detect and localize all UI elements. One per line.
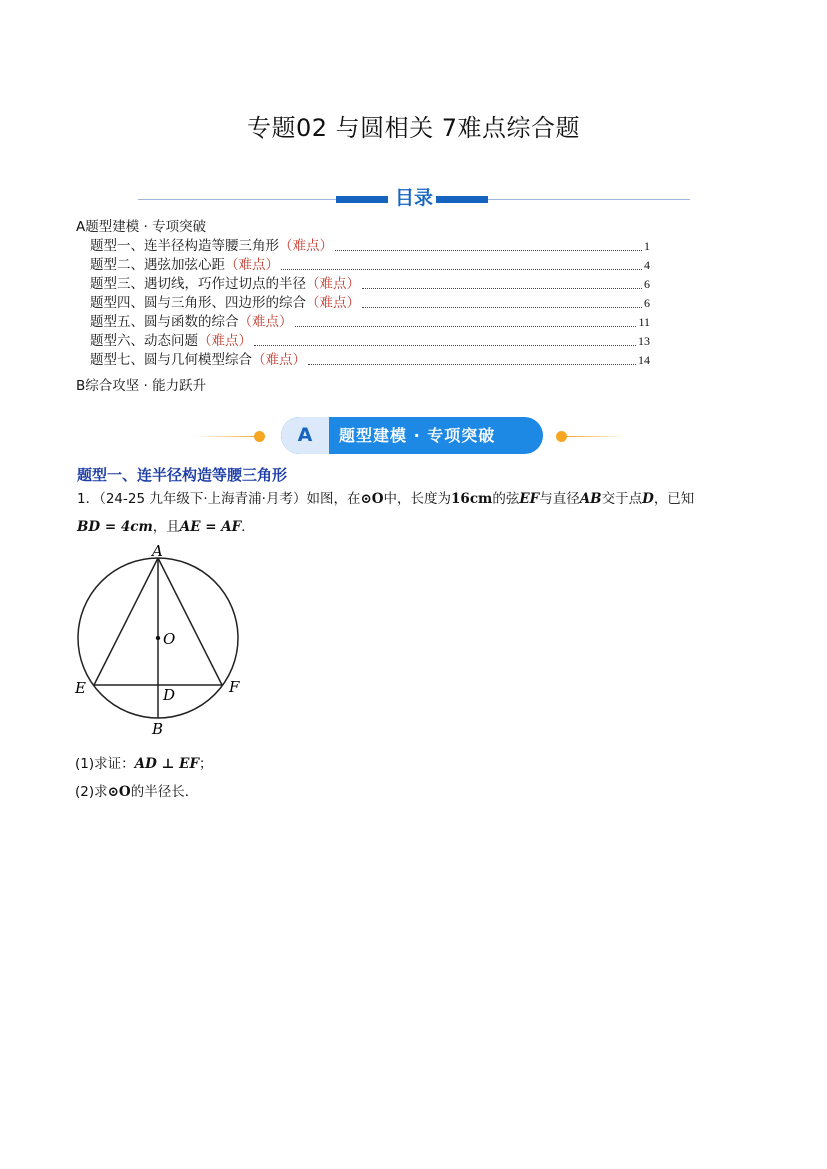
toc-item-label: 题型三、遇切线，巧作过切点的半径	[90, 276, 306, 292]
toc-item-page: 6	[644, 277, 650, 291]
question-text: 如图，在	[306, 491, 361, 507]
toc-bar-left	[336, 196, 388, 203]
toc-item-label: 题型二、遇弦加弦心距	[90, 257, 225, 273]
math-bd: BD = 4cm	[77, 519, 153, 535]
question-text: 的弦	[492, 491, 520, 507]
toc-leader	[362, 306, 642, 308]
toc-item[interactable]	[90, 350, 650, 368]
toc-item[interactable]	[90, 293, 650, 311]
question-line-2	[77, 515, 255, 535]
section-banner	[196, 417, 626, 455]
math-circle-o: ⊙O	[107, 784, 131, 800]
question-text: 中，长度为	[383, 491, 452, 507]
toc-leader	[308, 363, 636, 365]
toc-section-b[interactable]: B综合攻坚 · 能力跃升	[76, 378, 207, 394]
toc-item-page: 4	[644, 258, 650, 272]
question-text: ，已知	[653, 491, 695, 507]
question-line-1	[77, 487, 694, 507]
toc-item[interactable]	[90, 312, 650, 330]
toc-leader	[281, 268, 642, 270]
question-text: ．	[241, 519, 255, 535]
math-point: D	[642, 491, 654, 507]
toc-item-tag: （难点）	[279, 238, 333, 254]
toc-divider-right	[488, 199, 690, 200]
label-e: E	[75, 679, 86, 697]
question-text: 与直径	[539, 491, 580, 507]
toc-item-page: 6	[644, 296, 650, 310]
math-ad-perp-ef: AD ⊥ EF	[134, 756, 200, 772]
toc-item[interactable]	[90, 236, 650, 254]
sub-question-text: 求	[94, 784, 108, 800]
segment-ae	[94, 558, 158, 685]
toc-heading: 目录	[394, 187, 433, 209]
toc-item[interactable]	[90, 255, 650, 273]
banner-title: 题型建模 · 专项突破	[339, 426, 496, 445]
label-d: D	[163, 686, 176, 704]
toc-item-label: 题型六、动态问题	[90, 333, 198, 349]
toc-item-tag: （难点）	[252, 352, 306, 368]
label-o: O	[163, 630, 176, 648]
banner-line-left	[196, 436, 258, 437]
banner-line-right	[566, 436, 626, 437]
label-a: A	[152, 542, 163, 560]
sub-question-end: ；	[199, 756, 213, 772]
toc-item-page: 1	[644, 239, 650, 253]
sub-question-text: 求证：	[94, 756, 135, 772]
toc-item-tag: （难点）	[238, 314, 293, 330]
banner-dot-left	[254, 431, 265, 442]
toc-divider-left	[138, 199, 338, 200]
toc-leader	[335, 249, 642, 251]
toc-item-tag: （难点）	[306, 295, 360, 311]
toc-header	[138, 183, 690, 209]
toc-item-page: 14	[638, 353, 650, 367]
sub-question-1	[75, 752, 213, 772]
math-circle-o: ⊙O	[360, 491, 384, 507]
question-number: 1．	[77, 491, 100, 507]
sub-question-end: 的半径长．	[130, 784, 199, 800]
sub-question-2	[75, 780, 198, 800]
toc-section-a[interactable]: A题型建模 · 专项突破	[76, 219, 207, 235]
toc-item-tag: （难点）	[198, 333, 252, 349]
math-ae-af: AE = AF	[179, 519, 242, 535]
math-diameter: AB	[579, 491, 602, 507]
banner-badge: A	[281, 417, 329, 454]
banner-pill	[281, 417, 543, 454]
question-type-title: 题型一、连半径构造等腰三角形	[77, 466, 288, 484]
toc-item[interactable]	[90, 274, 650, 292]
question-text: 交于点	[601, 491, 643, 507]
toc-leader	[295, 325, 637, 327]
toc-item-label: 题型一、连半径构造等腰三角形	[90, 238, 279, 254]
center-point	[156, 636, 160, 640]
label-f: F	[229, 678, 240, 696]
page-title: 专题02 与圆相关 7难点综合题	[246, 114, 581, 142]
toc-item-page: 11	[638, 315, 650, 329]
toc-item-label: 题型五、圆与函数的综合	[90, 314, 239, 330]
sub-question-number: (2)	[75, 784, 95, 800]
toc-item[interactable]	[90, 331, 650, 349]
toc-item-tag: （难点）	[225, 257, 279, 273]
math-length: 16cm	[451, 491, 493, 507]
toc-item-page: 13	[638, 334, 650, 348]
toc-item-label: 题型七、圆与几何模型综合	[90, 352, 252, 368]
toc-leader	[254, 344, 636, 346]
sub-question-number: (1)	[75, 756, 95, 772]
toc-item-tag: （难点）	[306, 276, 360, 292]
question-text: ，且	[152, 519, 180, 535]
question-source: （24-25 九年级下·上海青浦·月考）	[99, 491, 307, 507]
segment-af	[158, 558, 222, 685]
geometry-figure	[64, 538, 254, 738]
label-b: B	[152, 720, 164, 738]
toc-leader	[362, 287, 642, 289]
math-chord: EF	[519, 491, 540, 507]
toc-bar-right	[436, 196, 488, 203]
toc-item-label: 题型四、圆与三角形、四边形的综合	[90, 295, 306, 311]
